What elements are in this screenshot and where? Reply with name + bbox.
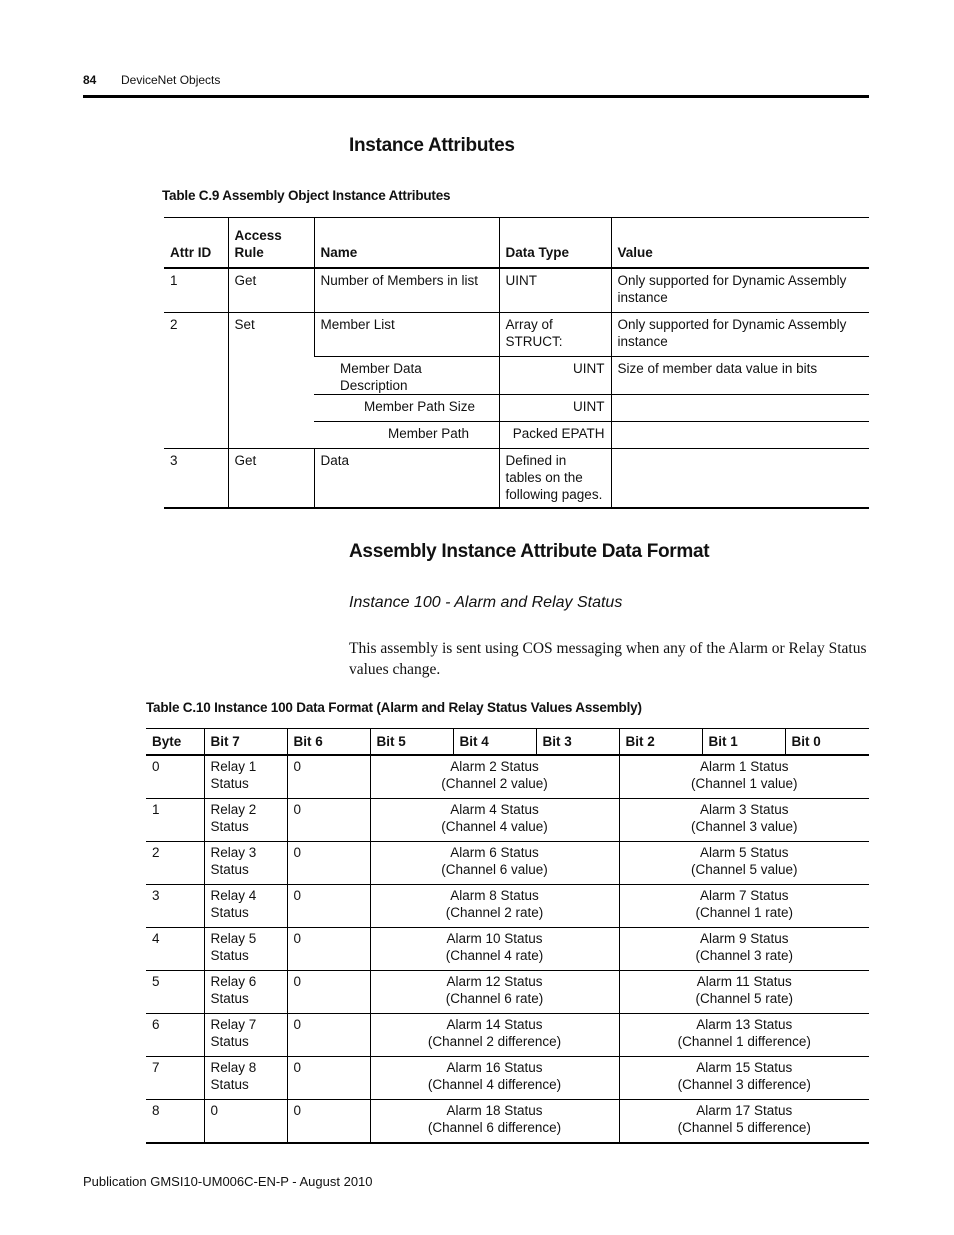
alarm-channel: (Channel 1 difference) [677,1034,811,1049]
low-alarm-cell [619,842,869,885]
alarm-channel: (Channel 4 difference) [427,1077,562,1092]
low-alarm-cell [619,1057,869,1100]
bit6-cell: 0 [287,842,370,885]
body-paragraph: This assembly is sent using COS messaging when any of the Alarm or Relay Status values change. [349,640,867,678]
table-row [146,755,869,799]
high-alarm-cell [370,799,619,842]
alarm-status: Alarm 5 Status [699,845,789,860]
instance-attributes-table [164,217,869,509]
col-header: Bit 6 [287,729,370,756]
alarm-channel: (Channel 6 rate) [445,991,544,1006]
low-alarm-cell [619,971,869,1014]
high-alarm-cell [370,842,619,885]
high-alarm-cell [370,1014,619,1057]
attr-name: Number of Members in list [314,268,499,313]
high-alarm-cell [370,971,619,1014]
attr-name: Member Path Size [314,395,499,422]
bit7-cell: Relay 7 Status [204,1014,287,1057]
bit6-cell: 0 [287,1100,370,1144]
alarm-status: Alarm 1 Status [699,759,789,774]
header-rule [83,95,869,98]
alarm-status: Alarm 9 Status [699,931,789,946]
bit7-cell: Relay 4 Status [204,885,287,928]
table-row [146,928,869,971]
table-row [164,268,869,313]
bit6-cell: 0 [287,1014,370,1057]
attr-name: Data [314,449,499,509]
high-alarm-cell [370,885,619,928]
bit7-cell: Relay 3 Status [204,842,287,885]
section-heading-data-format: Assembly Instance Attribute Data Format [349,541,710,562]
alarm-channel: (Channel 2 value) [441,776,548,791]
byte-cell: 5 [146,971,204,1014]
table-c10-caption: Table C.10 Instance 100 Data Format (Alarm and Relay Status Values Assembly) [146,700,642,715]
attr-value: Only supported for Dynamic Assembly instance [611,313,869,357]
byte-cell: 4 [146,928,204,971]
page-number: 84 [83,73,97,87]
access-rule: Get [228,268,314,313]
data-type: Packed EPATH [499,422,611,449]
access-rule: Set [228,313,314,449]
low-alarm-cell [619,1100,869,1144]
byte-cell: 8 [152,1103,160,1118]
bit6-cell: 0 [287,885,370,928]
col-header: Bit 2 [619,729,702,756]
data-type: UINT [499,357,611,395]
bit6-cell: 0 [287,799,370,842]
table-header-row [164,218,869,269]
col-header: Name [314,218,499,269]
bit7-cell: 0 [204,1100,287,1144]
alarm-channel: (Channel 3 difference) [677,1077,811,1092]
alarm-channel: (Channel 3 value) [690,819,798,834]
table-row [146,1014,869,1057]
alarm-status: Alarm 15 Status [696,1060,793,1075]
byte-cell: 3 [146,885,204,928]
alarm-channel: (Channel 4 value) [441,819,548,834]
alarm-channel: (Channel 4 rate) [445,948,544,963]
low-alarm-cell [619,885,869,928]
alarm-status: Alarm 14 Status [446,1017,543,1032]
table-row [146,885,869,928]
table-row [146,799,869,842]
attr-name: Member List [314,313,499,357]
low-alarm-cell [619,755,869,799]
byte-cell: 0 [146,755,204,799]
data-type: Defined in tables on the following pages. [499,449,611,509]
col-header: Bit 5 [370,729,453,756]
attr-value [611,422,869,449]
table-row [146,1057,869,1100]
col-header: Attr ID [164,218,228,269]
high-alarm-cell [370,928,619,971]
alarm-status: Alarm 11 Status [696,974,792,989]
section-heading-instance-attributes: Instance Attributes [349,135,515,156]
alarm-status: Alarm 17 Status [696,1103,793,1118]
byte-cell: 7 [146,1057,204,1100]
alarm-channel: (Channel 2 rate) [445,905,544,920]
alarm-channel: (Channel 1 value) [690,776,798,791]
bit7-cell: Relay 2 Status [204,799,287,842]
attr-value: Size of member data value in bits [611,357,869,395]
low-alarm-cell [619,928,869,971]
alarm-channel: (Channel 6 value) [441,862,548,877]
attr-id: 3 [170,453,178,468]
col-header: Byte [146,729,204,756]
alarm-channel: (Channel 3 rate) [695,948,794,963]
col-header: Bit 4 [453,729,536,756]
table-header-row [146,729,869,756]
alarm-status: Alarm 8 Status [450,888,539,903]
data-type: UINT [499,268,611,313]
table-row [146,1100,869,1144]
attr-id: 1 [164,268,228,313]
alarm-status: Alarm 4 Status [450,802,539,817]
data-type: Array of STRUCT: [499,313,611,357]
col-header: Bit 3 [536,729,619,756]
running-header-title: DeviceNet Objects [121,73,221,87]
bit6-cell: 0 [287,755,370,799]
high-alarm-cell [370,1057,619,1100]
instance-100-data-format-table [146,728,869,1144]
alarm-status: Alarm 18 Status [446,1103,543,1118]
table-row [146,842,869,885]
byte-cell: 2 [146,842,204,885]
bit7-cell: Relay 8 Status [204,1057,287,1100]
alarm-channel: (Channel 1 rate) [695,905,794,920]
data-type: UINT [499,395,611,422]
bit7-cell: Relay 1 Status [204,755,287,799]
alarm-channel: (Channel 5 rate) [695,991,794,1006]
attr-name: Member Data Description [314,357,499,395]
col-header: Value [611,218,869,269]
col-header: Data Type [499,218,611,269]
attr-name: Member Path [314,422,499,449]
alarm-status: Alarm 12 Status [446,974,543,989]
publication-footer: Publication GMSI10-UM006C-EN-P - August 2010 [83,1174,373,1189]
bit7-cell: Relay 5 Status [204,928,287,971]
low-alarm-cell [619,1014,869,1057]
table-row [146,971,869,1014]
bit6-cell: 0 [287,928,370,971]
attr-id: 2 [164,313,228,449]
instance-subheading: Instance 100 - Alarm and Relay Status [349,594,623,611]
alarm-status: Alarm 7 Status [699,888,789,903]
alarm-channel: (Channel 6 difference) [427,1120,562,1135]
table-row [164,449,869,509]
alarm-status: Alarm 6 Status [450,845,539,860]
byte-cell: 1 [146,799,204,842]
alarm-status: Alarm 3 Status [699,802,789,817]
bit7-cell: Relay 6 Status [204,971,287,1014]
attr-value [611,449,869,509]
low-alarm-cell [619,799,869,842]
access-rule: Get [228,449,314,509]
high-alarm-cell [370,1100,619,1144]
high-alarm-cell [370,755,619,799]
byte-cell: 6 [146,1014,204,1057]
table-body [146,755,869,1143]
alarm-channel: (Channel 2 difference) [427,1034,562,1049]
table-row [164,313,869,357]
alarm-status: Alarm 2 Status [450,759,539,774]
alarm-channel: (Channel 5 difference) [677,1120,811,1135]
col-header: Bit 0 [785,729,869,756]
col-header: Access Rule [228,218,314,269]
attr-value [611,395,869,422]
bit6-cell: 0 [287,1057,370,1100]
attr-value: Only supported for Dynamic Assembly instance [611,268,869,313]
col-header: Bit 7 [204,729,287,756]
bit6-cell: 0 [287,971,370,1014]
table-c9-caption: Table C.9 Assembly Object Instance Attributes [162,188,451,203]
alarm-status: Alarm 13 Status [696,1017,793,1032]
alarm-channel: (Channel 5 value) [690,862,798,877]
alarm-status: Alarm 16 Status [446,1060,543,1075]
col-header: Bit 1 [702,729,785,756]
alarm-status: Alarm 10 Status [446,931,543,946]
